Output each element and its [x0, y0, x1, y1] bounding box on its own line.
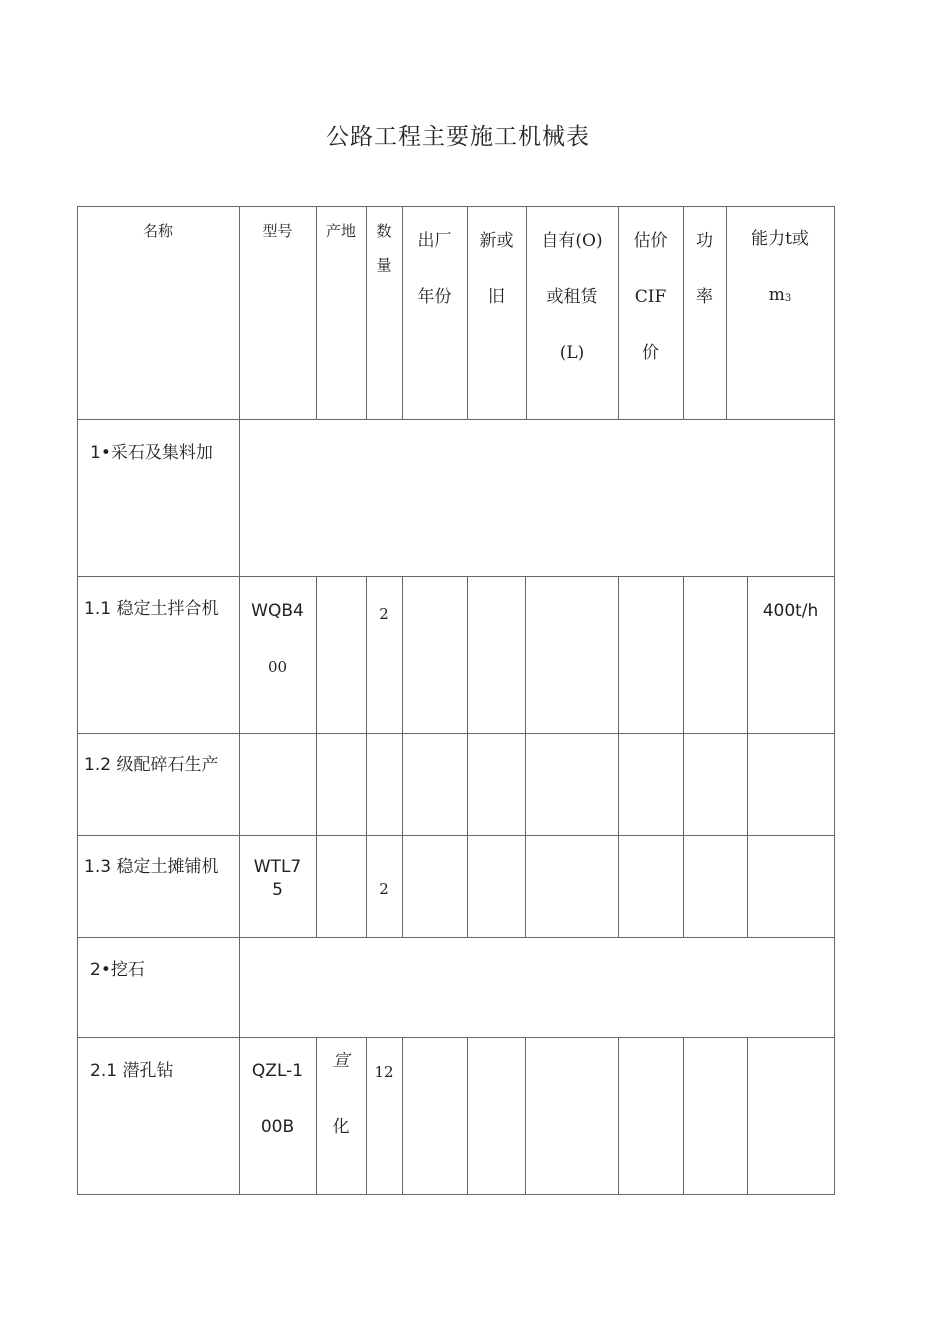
row-1-1-capacity: 400t/h	[762, 601, 819, 621]
section-2-label: 2•挖石	[90, 960, 145, 980]
header-cif-price: 估价 CIF 价	[633, 231, 668, 363]
page-title: 公路工程主要施工机械表	[326, 124, 590, 150]
header-origin: 产地	[325, 222, 356, 240]
header-year: 出厂 年份	[417, 231, 452, 307]
header-capacity: 能力t或 m3	[751, 229, 809, 305]
row-2-1-quantity: 12	[374, 1063, 394, 1081]
row-1-3-name: 1.3 稳定土摊铺机	[84, 857, 219, 877]
row-2-1-model: QZL-1 00B	[251, 1061, 304, 1137]
header-quantity: 数 量	[376, 222, 392, 274]
row-2-1-name: 2.1 潜孔钻	[90, 1061, 174, 1081]
section-1-label: 1•采石及集料加	[90, 443, 213, 463]
row-1-3-quantity: 2	[379, 880, 389, 898]
row-1-3-model: WTL7 5	[253, 857, 302, 900]
header-model: 型号	[262, 222, 293, 240]
header-own-rent: 自有(O) 或租赁 (L)	[541, 231, 603, 363]
row-2-1-origin: 宣 化	[332, 1051, 350, 1137]
row-1-1-quantity: 2	[379, 605, 389, 623]
machinery-table	[77, 206, 835, 1195]
row-1-1-model: WQB4 00	[251, 601, 304, 676]
header-name: 名称	[142, 222, 173, 240]
header-new-old: 新或 旧	[479, 231, 514, 307]
row-1-2-name: 1.2 级配碎石生产	[84, 755, 219, 775]
row-1-1-name: 1.1 稳定土拌合机	[84, 599, 219, 619]
header-power: 功 率	[696, 231, 713, 307]
